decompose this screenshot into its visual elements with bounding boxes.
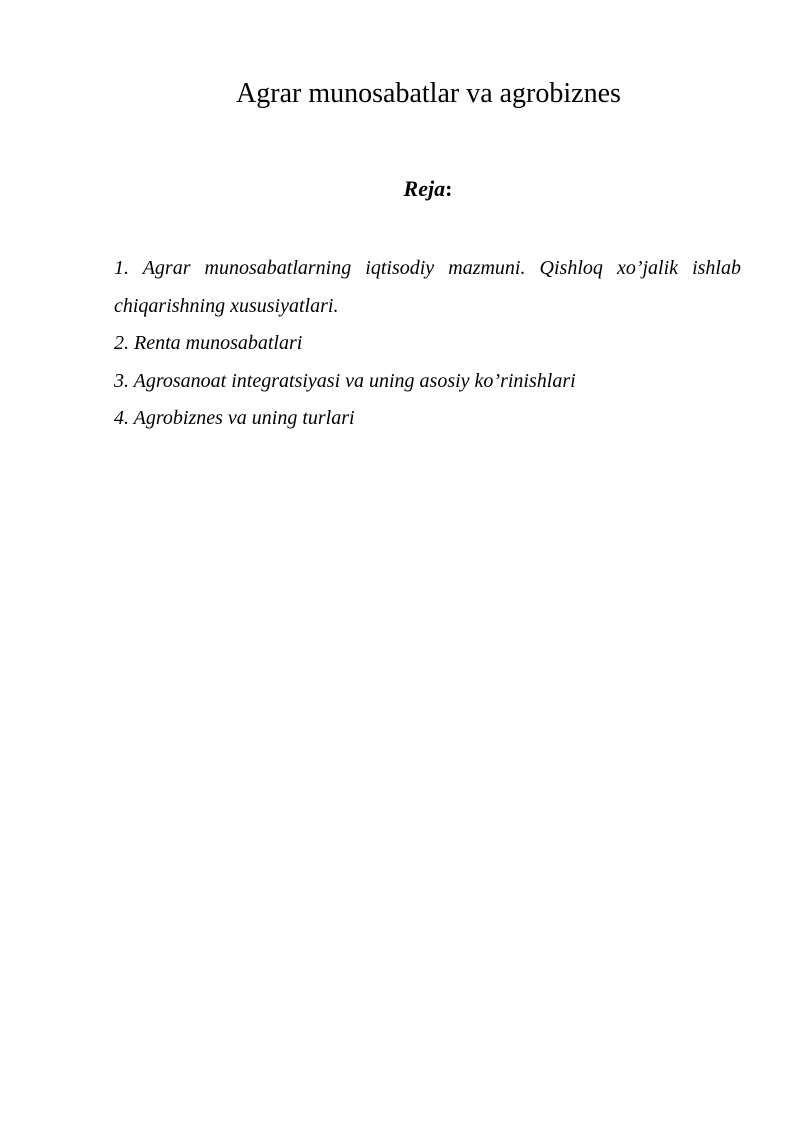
plan-item-4: 4. Agrobiznes va uning turlari <box>114 407 355 429</box>
plan-heading <box>0 174 800 204</box>
plan-item-3: 3. Agrosanoat integratsiyasi va uning asosiy ko’rinishlari <box>114 369 576 392</box>
document-title: Agrar munosabatlar va agrobiznes <box>236 78 621 109</box>
plan-item-1: 1. Agrar munosabatlarning iqtisodiy mazmuni. Qishloq xo’jalik ishlab chiqarishning xususiyatlari. <box>114 257 741 317</box>
plan-list <box>114 250 741 438</box>
plan-heading-text: Reja <box>403 176 446 201</box>
plan-item-2: 2. Renta munosabatlari <box>114 332 303 354</box>
plan-heading-colon: : <box>445 176 453 201</box>
